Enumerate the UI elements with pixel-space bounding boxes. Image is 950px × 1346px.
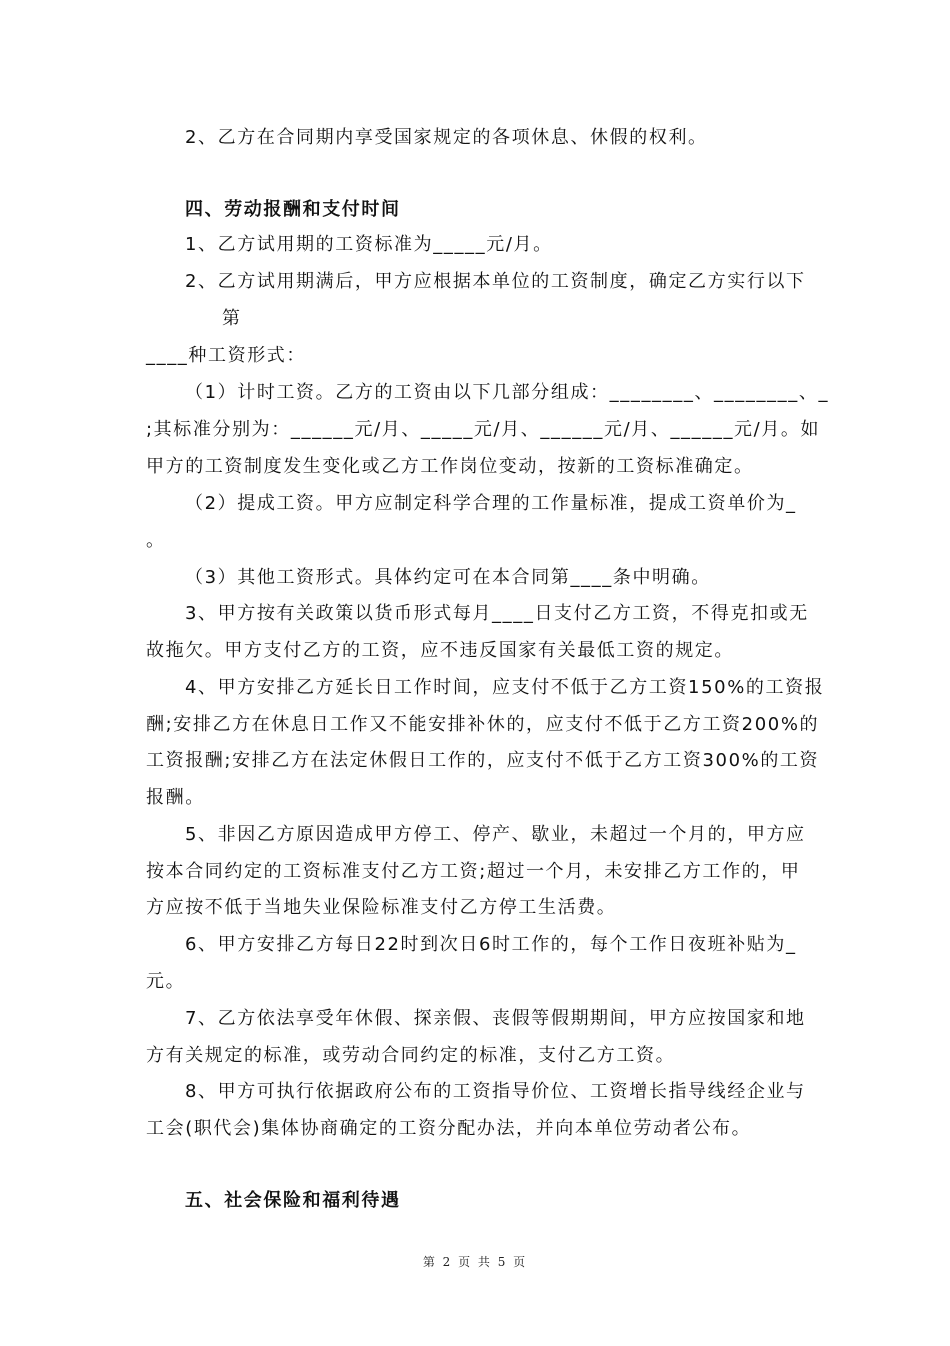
paragraph-line: 2、乙方试用期满后，甲方应根据本单位的工资制度，确定乙方实行以下 <box>185 271 806 292</box>
paragraph-line: 报酬。 <box>146 787 205 808</box>
paragraph-line: 方有关规定的标准，或劳动合同约定的标准，支付乙方工资。 <box>146 1045 676 1066</box>
paragraph-line: 5、非因乙方原因造成甲方停工、停产、歇业，未超过一个月的，甲方应 <box>185 824 806 845</box>
paragraph-line: 2、乙方在合同期内享受国家规定的各项休息、休假的权利。 <box>185 127 708 148</box>
paragraph-line: 故拖欠。甲方支付乙方的工资，应不违反国家有关最低工资的规定。 <box>146 640 734 661</box>
paragraph-line: 3、甲方按有关政策以货币形式每月____日支付乙方工资，不得克扣或无 <box>185 603 809 624</box>
paragraph-line: 方应按不低于当地失业保险标准支付乙方停工生活费。 <box>146 897 617 918</box>
paragraph-line: ____种工资形式： <box>146 345 306 366</box>
paragraph-line: 工资报酬;安排乙方在法定休假日工作的，应支付不低于乙方工资300%的工资 <box>146 750 820 771</box>
paragraph-line: 第 <box>222 308 242 329</box>
section-heading-4: 四、劳动报酬和支付时间 <box>185 199 401 220</box>
paragraph-line: 4、甲方安排乙方延长日工作时间，应支付不低于乙方工资150%的工资报 <box>185 677 825 698</box>
paragraph-line: 元。 <box>146 971 186 992</box>
paragraph-line: 6、甲方安排乙方每日22时到次日6时工作的，每个工作日夜班补贴为_ <box>185 934 797 955</box>
paragraph-line: 酬;安排乙方在休息日工作又不能安排补休的，应支付不低于乙方工资200%的 <box>146 714 820 735</box>
paragraph-line: 。 <box>146 530 166 551</box>
paragraph-line: （3）其他工资形式。具体约定可在本合同第____条中明确。 <box>185 567 711 588</box>
paragraph-line: 7、乙方依法享受年休假、探亲假、丧假等假期期间，甲方应按国家和地 <box>185 1008 806 1029</box>
paragraph-line: 8、甲方可执行依据政府公布的工资指导价位、工资增长指导线经企业与 <box>185 1081 806 1102</box>
paragraph-line: 甲方的工资制度发生变化或乙方工作岗位变动，按新的工资标准确定。 <box>146 456 754 477</box>
paragraph-line: ;其标准分别为：______元/月、_____元/月、______元/月、______元/月。如 <box>146 419 821 440</box>
paragraph-line: 1、乙方试用期的工资标准为_____元/月。 <box>185 234 553 255</box>
paragraph-line: （1）计时工资。乙方的工资由以下几部分组成：________、________、_ <box>185 382 830 403</box>
paragraph-line: （2）提成工资。甲方应制定科学合理的工作量标准，提成工资单价为_ <box>185 493 797 514</box>
paragraph-line: 工会(职代会)集体协商确定的工资分配办法，并向本单位劳动者公布。 <box>146 1118 752 1139</box>
page-number-footer: 第 2 页 共 5 页 <box>422 1255 528 1269</box>
section-heading-5: 五、社会保险和福利待遇 <box>185 1190 401 1211</box>
paragraph-line: 按本合同约定的工资标准支付乙方工资;超过一个月，未安排乙方工作的，甲 <box>146 861 801 882</box>
